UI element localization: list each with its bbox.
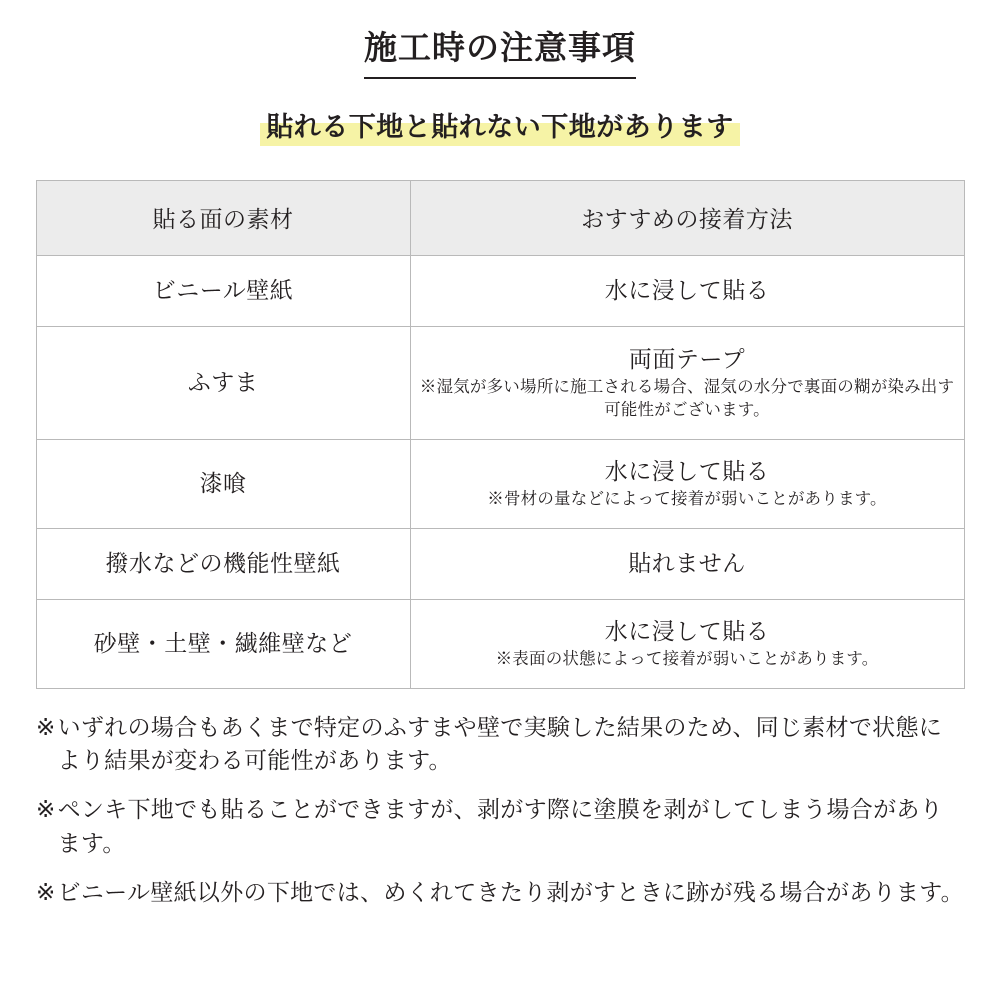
- method-label: 水に浸して貼る: [604, 277, 770, 304]
- footnote-text: ビニール壁紙以外の下地では、めくれてきたり剥がすときに跡が残る場合があります。: [57, 879, 964, 906]
- method-label: 両面テープ: [628, 345, 746, 372]
- table-cell-method: [410, 599, 964, 688]
- table-row: [36, 326, 964, 439]
- footnote-item: [36, 793, 964, 860]
- table-cell-method: [410, 439, 964, 528]
- table-cell-material: [36, 599, 410, 688]
- footnote-mark-icon: ※: [36, 713, 56, 740]
- footnote-mark-icon: ※: [36, 796, 56, 823]
- table-header-method: おすすめの接着方法: [410, 180, 964, 255]
- table-row: [36, 599, 964, 688]
- footnote-item: [36, 876, 964, 909]
- table-row: [36, 528, 964, 599]
- page-title-container: [0, 0, 1000, 79]
- footnote-item: [36, 711, 964, 778]
- footnote-mark-icon: ※: [36, 879, 56, 906]
- table-header-row: [36, 180, 964, 255]
- material-label: ふすま: [187, 369, 259, 396]
- subtitle-container: [0, 111, 1000, 146]
- substrate-method-table: [36, 180, 965, 689]
- table-cell-material: [36, 528, 410, 599]
- method-note: ※湿気が多い場所に施工される場合、湿気の水分で裏面の糊が染み出す可能性がございます。: [419, 378, 955, 419]
- material-label: 撥水などの機能性壁紙: [105, 550, 341, 577]
- table-cell-method: [410, 528, 964, 599]
- table-cell-material: [36, 326, 410, 439]
- material-label: 砂壁・土壁・繊維壁など: [93, 630, 353, 657]
- material-label: 漆喰: [199, 470, 247, 497]
- table-header-material: 貼る面の素材: [36, 180, 410, 255]
- method-note: ※表面の状態によって接着が弱いことがあります。: [495, 650, 879, 669]
- footnote-list: [36, 711, 964, 910]
- method-label: 水に浸して貼る: [604, 457, 770, 484]
- page-title: 施工時の注意事項: [364, 22, 636, 79]
- footnote-text: ペンキ下地でも貼ることができますが、剥がす際に塗膜を剥がしてしまう場合があります。: [57, 796, 943, 856]
- table-row: [36, 255, 964, 326]
- table-cell-material: [36, 255, 410, 326]
- footnote-text: いずれの場合もあくまで特定のふすまや壁で実験した結果のため、同じ素材で状態により結果が変わる可能性があります。: [57, 713, 943, 774]
- table-row: [36, 439, 964, 528]
- method-note: ※骨材の量などによって接着が弱いことがあります。: [487, 490, 887, 509]
- method-label: 貼れません: [628, 550, 746, 577]
- table-cell-method: [410, 326, 964, 439]
- material-label: ビニール壁紙: [152, 277, 294, 304]
- page-subtitle: 貼れる下地と貼れない下地があります: [260, 111, 740, 146]
- table-cell-method: [410, 255, 964, 326]
- method-label: 水に浸して貼る: [604, 617, 770, 644]
- table-cell-material: [36, 439, 410, 528]
